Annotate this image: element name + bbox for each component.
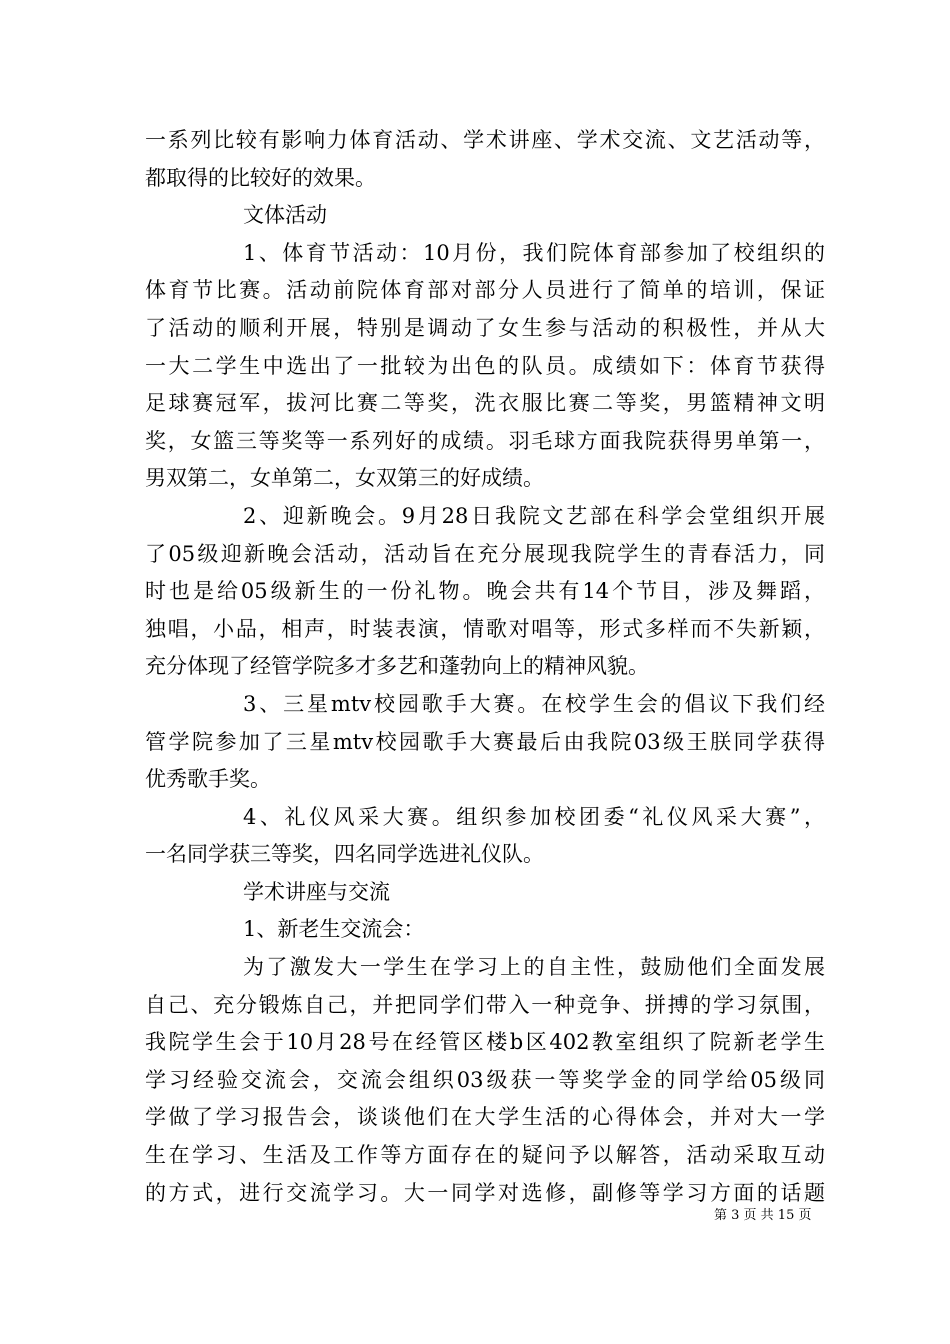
text-line: 时也是给05级新生的一份礼物。晚会共有14个节目，涉及舞蹈，: [145, 579, 825, 604]
text-line: 男双第二，女单第二，女双第三的好成绩。: [145, 466, 544, 491]
text-line: 优秀歌手奖。: [145, 767, 271, 792]
text-line: 了活动的顺利开展，特别是调动了女生参与活动的积极性，并从大: [145, 315, 825, 340]
text-line: 3、三星mtv校园歌手大赛。在校学生会的倡议下我们经: [243, 691, 825, 716]
text-line: 的方式，进行交流学习。大一同学对选修，副修等学习方面的话题: [145, 1180, 825, 1205]
text-line: 文体活动: [243, 203, 327, 228]
text-line: 奖，女篮三等奖等一系列好的成绩。羽毛球方面我院获得男单第一，: [145, 428, 825, 453]
text-line: 2、迎新晚会。9月28日我院文艺部在科学会堂组织开展: [243, 503, 825, 528]
text-line: 1、体育节活动：10月份，我们院体育部参加了校组织的: [243, 240, 825, 265]
text-line: 都取得的比较好的效果。: [145, 165, 376, 190]
text-line: 自己、充分锻炼自己，并把同学们带入一种竞争、拼搏的学习氛围，: [145, 992, 825, 1017]
text-line: 生在学习、生活及工作等方面存在的疑问予以解答，活动采取互动: [145, 1143, 825, 1168]
text-line: 一大二学生中选出了一批较为出色的队员。成绩如下：体育节获得: [145, 353, 825, 378]
text-line: 足球赛冠军，拔河比赛二等奖，洗衣服比赛二等奖，男篮精神文明: [145, 391, 825, 416]
text-line: 学习经验交流会，交流会组织03级获一等奖学金的同学给05级同: [145, 1067, 825, 1092]
text-line: 一名同学获三等奖，四名同学选进礼仪队。: [145, 842, 544, 867]
text-line: 学做了学习报告会，谈谈他们在大学生活的心得体会，并对大一学: [145, 1105, 825, 1130]
text-line: 独唱，小品，相声，时装表演，情歌对唱等，形式多样而不失新颖，: [145, 616, 825, 641]
text-line: 了05级迎新晚会活动，活动旨在充分展现我院学生的青春活力，同: [145, 541, 825, 566]
text-line: 管学院参加了三星mtv校园歌手大赛最后由我院03级王朕同学获得: [145, 729, 825, 754]
text-line: 1、新老生交流会：: [243, 917, 425, 942]
text-line: 学术讲座与交流: [243, 879, 390, 904]
page-number: 第 3 页 共 15 页: [714, 1208, 812, 1223]
text-line: 4、礼仪风采大赛。组织参加校团委“礼仪风采大赛”，: [243, 804, 825, 829]
text-line: 体育节比赛。活动前院体育部对部分人员进行了简单的培训，保证: [145, 278, 825, 303]
text-line: 为了激发大一学生在学习上的自主性，鼓励他们全面发展: [243, 955, 825, 980]
text-line: 一系列比较有影响力体育活动、学术讲座、学术交流、文艺活动等，: [145, 128, 825, 152]
document-body: [145, 122, 825, 1212]
text-line: 充分体现了经管学院多才多艺和蓬勃向上的精神风貌。: [145, 654, 649, 679]
text-line: 我院学生会于10月28号在经管区楼b区402教室组织了院新老学生: [145, 1030, 825, 1055]
